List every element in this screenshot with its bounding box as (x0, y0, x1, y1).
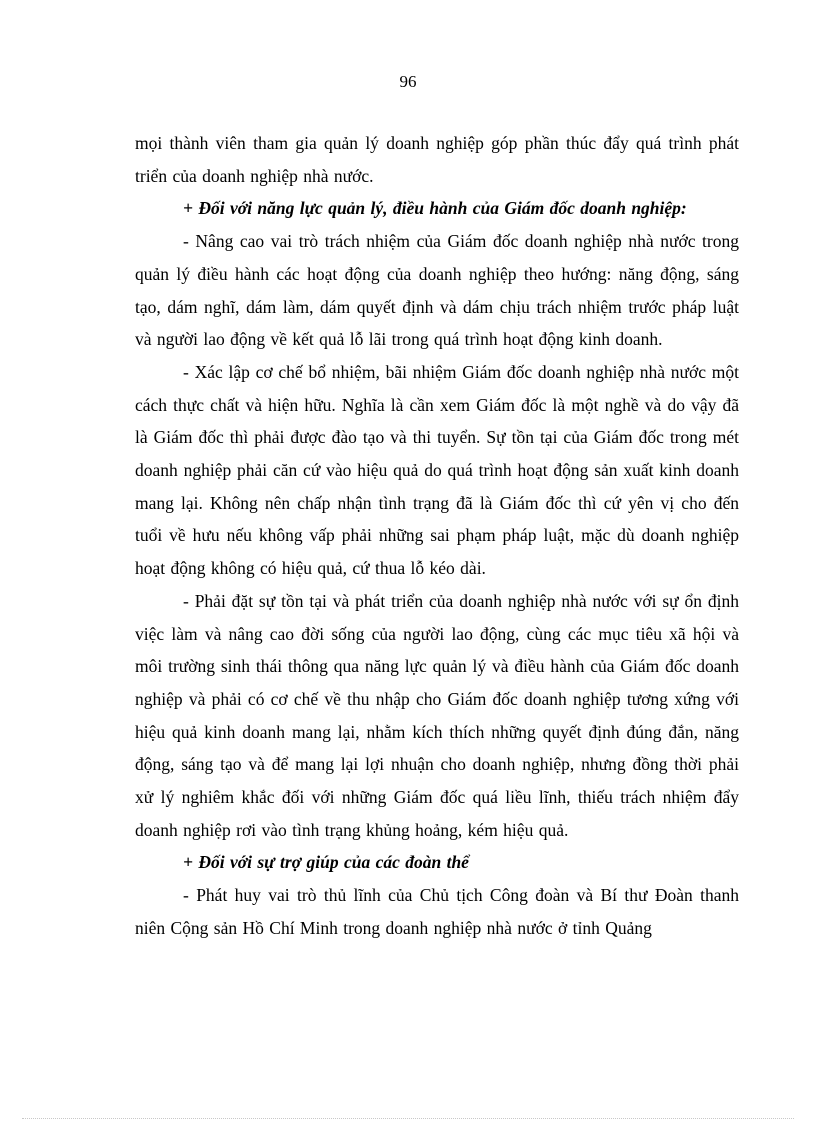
paragraph-continuation: mọi thành viên tham gia quản lý doanh nghiệp góp phần thúc đẩy quá trình phát triển của doanh nghiệp nhà nước. (135, 133, 739, 186)
paragraph-survival-development: - Phải đặt sự tồn tại và phát triển của doanh nghiệp nhà nước với sự ổn định việc làm và nâng cao đời sống của người lao động, cùng các mục tiêu xã hội và môi trường sinh thái thông qua năng lực quản lý và điều hành của Giám đốc doanh nghiệp và phải có cơ chế về thu nhập cho Giám đốc doanh nghiệp tương xứng với hiệu quả kinh doanh mang lại, nhằm kích thích những quyết định đúng đắn, năng động, sáng tạo và để mang lại lợi nhuận cho doanh nghiệp, nhưng đồng thời phải xử lý nghiêm khắc đối với những Giám đốc quá liều lĩnh, thiếu trách nhiệm đẩy doanh nghiệp rơi vào tình trạng khủng hoảng, kém hiệu quả. (135, 590, 739, 840)
paragraph-union-leadership: - Phát huy vai trò thủ lĩnh của Chủ tịch Công đoàn và Bí thư Đoàn thanh niên Cộng sản Hồ Chí Minh trong doanh nghiệp nhà nước ở tỉnh Quảng (135, 885, 739, 938)
document-body (135, 127, 739, 945)
paragraph-appointment-mechanism: - Xác lập cơ chế bổ nhiệm, bãi nhiệm Giám đốc doanh nghiệp nhà nước một cách thực chất và hiện hữu. Nghĩa là cần xem Giám đốc là một nghề và do vậy đã là Giám đốc thì phải được đào tạo và thi tuyển. Sự tồn tại của Giám đốc trong mét doanh nghiệp phải căn cứ vào hiệu quả do quá trình hoạt động sản xuất kinh doanh mang lại. Không nên chấp nhận tình trạng đã là Giám đốc thì cứ yên vị cho đến tuổi về hưu nếu không vấp phải những sai phạm pháp luật, mặc dù doanh nghiệp hoạt động không có hiệu quả, cứ thua lỗ kéo dài. (135, 361, 739, 579)
page-number: 96 (399, 72, 417, 91)
section-heading-mass-organizations: + Đối với sự trợ giúp của các đoàn thể (183, 852, 469, 873)
paragraph-director-responsibility: - Nâng cao vai trò trách nhiệm của Giám đốc doanh nghiệp nhà nước trong quản lý điều hành các hoạt động của doanh nghiệp theo hướng: năng động, sáng tạo, dám nghĩ, dám làm, dám quyết định và dám chịu trách nhiệm trước pháp luật và người lao động về kết quả lỗ lãi trong quá trình hoạt động kinh doanh. (135, 231, 739, 350)
page-bottom-divider (22, 1118, 794, 1119)
section-heading-management-capacity: + Đối với năng lực quản lý, điều hành của Giám đốc doanh nghiệp: (183, 198, 687, 219)
